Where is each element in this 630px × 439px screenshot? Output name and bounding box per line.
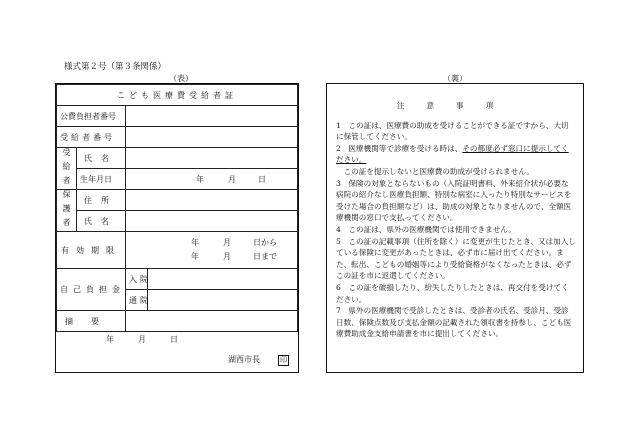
recipient-name-field[interactable] [126, 148, 298, 169]
valid-from-day: 日から [253, 238, 277, 247]
guardian-name-label: 氏名 [77, 211, 126, 232]
valid-to-year: 年 [191, 252, 199, 261]
issue-year: 年 [106, 335, 114, 344]
inpatient-label: 入院 [126, 269, 148, 290]
certificate-title: こども医療費受給者証 [57, 85, 298, 106]
recipient-name-label: 氏名 [77, 148, 126, 169]
outpatient-field[interactable] [148, 290, 298, 311]
back-label: （裏） [443, 74, 467, 83]
birth-year-label: 年 [196, 174, 204, 184]
payer-number-label: 公費負担者番号 [57, 106, 126, 127]
notes-heading: 注意事項 [396, 101, 516, 110]
form-number: 様式第２号（第３条関係） [64, 62, 167, 72]
note-3: 3 保険の対象とならないもの（入院証明書料、外来紹介状が必要な病院の紹介なし医療負担額、特別な病室に入ったり特別なサービスを受けた場合の負担額など）は、助成の対象となりませんので、全額医療機関の窓口で支払ってください。 [336, 178, 572, 223]
issuer-name: 湖西市長 [228, 355, 260, 364]
issue-day: 日 [170, 335, 178, 344]
issue-month: 月 [138, 335, 146, 344]
remarks-field[interactable] [126, 311, 298, 332]
inpatient-field[interactable] [148, 269, 298, 290]
note-4: 4 この証は、県外の医療機関では使用できません。 [336, 224, 516, 234]
birthdate-label: 生年月日 [77, 169, 126, 190]
guardian-name-field[interactable] [126, 211, 298, 232]
issue-date [106, 334, 178, 345]
birth-day-label: 日 [258, 174, 266, 184]
recipient-number-field[interactable] [126, 127, 298, 148]
validity-field[interactable] [126, 232, 298, 269]
note-6: 6 この証を破損したり、紛失したりしたときは、再交付を受けてください。 [336, 282, 569, 304]
notes-section [336, 100, 576, 340]
note-2-emphasis: その都度必ず窓口に提示してください。 [336, 143, 569, 165]
birthdate-field[interactable] [126, 169, 298, 190]
issuer-block [228, 354, 289, 366]
valid-to-day: 日まで [253, 252, 277, 261]
certificate-table [56, 84, 298, 332]
guardian-group-label: 保護者 [57, 190, 77, 232]
note-2-sub: この証を提示しないと医療費の助成が受けられません。 [336, 166, 534, 176]
validity-label: 有効期限 [57, 232, 126, 269]
address-field[interactable] [126, 190, 298, 211]
valid-from-month: 月 [223, 238, 231, 247]
note-1: 1 この証は、医療費の助成を受けることができる証ですから、大切に保管してください。 [336, 120, 569, 142]
payer-number-field[interactable] [126, 106, 298, 127]
valid-from-year: 年 [191, 238, 199, 247]
birth-month-label: 月 [228, 174, 236, 184]
address-label: 住所 [77, 190, 126, 211]
note-7: 7 県外の医療機関で受診したときは、受診者の氏名、受診月、受診日数、保険点数及び支払金額の記載された領収書を持参し、こども医療費助成金支給申請書を市に提出してください。 [336, 306, 572, 339]
recipient-number-label: 受給者番号 [57, 127, 126, 148]
copay-label: 自己負担金 [57, 269, 126, 311]
recipient-group-label: 受給者 [57, 148, 77, 190]
outpatient-label: 通院 [126, 290, 148, 311]
seal-mark: 印 [280, 356, 287, 364]
valid-to-month: 月 [223, 252, 231, 261]
front-label: （表） [169, 74, 193, 83]
note-5: 5 この証の記載事項（住所を除く）に変更が生じたとき、又は加入している保険に変更があったときは、必ず市に届け出てください。また、転出、こどもの婚姻等により受給資格がなくなったときは、必ずこの証を市に返還してください。 [336, 236, 576, 281]
note-2: 2 医療機関等で診療を受ける時は、その都度必ず窓口に提示してください。 [336, 143, 569, 165]
remarks-label: 摘要 [57, 311, 126, 332]
certificate-front [55, 83, 299, 373]
